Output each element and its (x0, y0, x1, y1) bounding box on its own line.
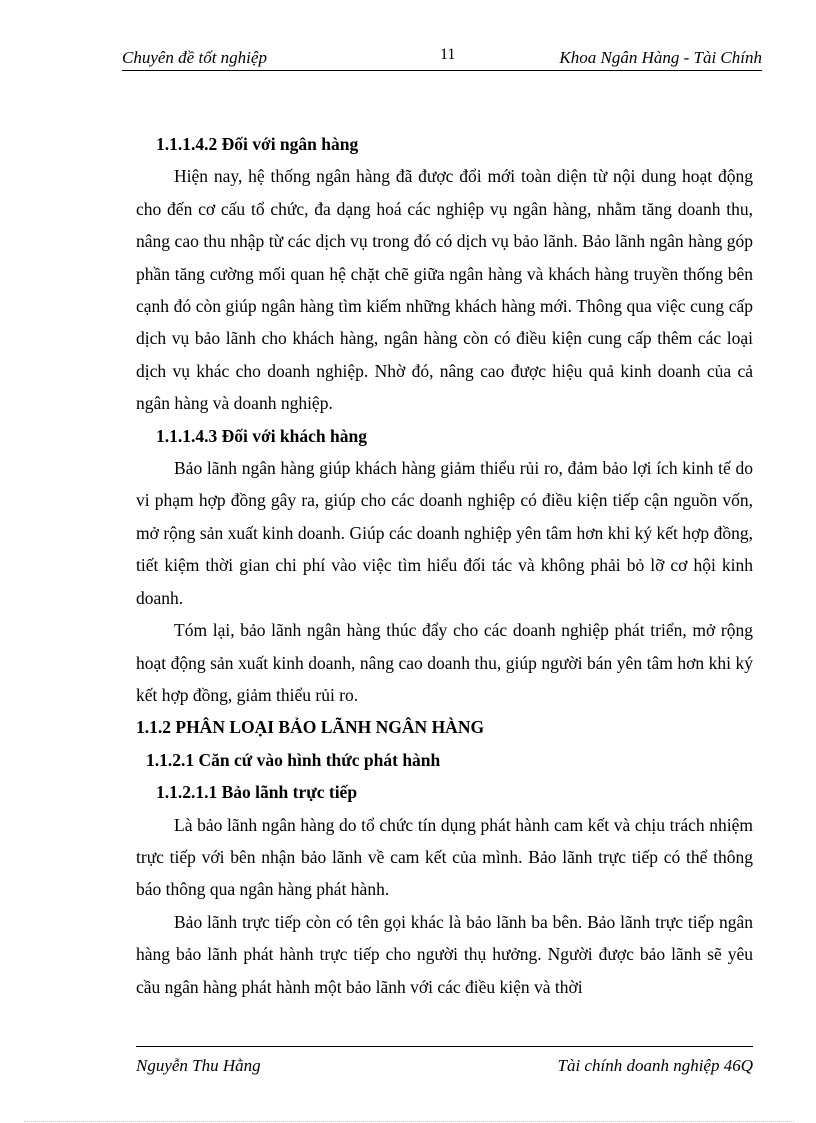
paragraph-direct-guarantee-details: Bảo lãnh trực tiếp còn có tên gọi khác là bảo lãnh ba bên. Bảo lãnh trực tiếp ngân hàng bảo lãnh phát hành trực tiếp cho người thụ hưởng. Người được bảo lãnh sẽ yêu cầu ngân hàng phát hành một bảo lãnh với các điều kiện và thời (136, 911, 753, 997)
header-doc-title: Chuyên đề tốt nghiệp (122, 48, 267, 67)
heading-1-1-1-4-3: 1.1.1.4.3 Đối với khách hàng (156, 425, 367, 446)
heading-1-1-2-1-1: 1.1.2.1.1 Bảo lãnh trực tiếp (156, 782, 358, 803)
heading-1-1-2-1: 1.1.2.1 Căn cứ vào hình thức phát hành (146, 749, 441, 770)
page-footer (136, 1046, 753, 1083)
page-header (122, 46, 762, 71)
heading-1-1-2: 1.1.2 PHÂN LOẠI BẢO LÃNH NGÂN HÀNG (136, 717, 485, 738)
page-number: 11 (440, 46, 456, 63)
paragraph-customer-benefits: Bảo lãnh ngân hàng giúp khách hàng giảm thiểu rủi ro, đảm bảo lợi ích kinh tế do vi phạm hợp đồng gây ra, giúp cho các doanh nghiệp có điều kiện tiếp cận nguồn vốn, mở rộng sản xuất kinh doanh. Giúp các doanh nghiệp yên tâm hơn khi ký kết hợp đồng, tiết kiệm thời gian chi phí vào việc tìm hiểu đối tác và không phải bỏ lỡ cơ hội kinh doanh. (136, 458, 753, 608)
document-body (136, 128, 753, 1003)
header-faculty: Khoa Ngân Hàng - Tài Chính (559, 48, 762, 67)
paragraph-summary: Tóm lại, bảo lãnh ngân hàng thúc đẩy cho các doanh nghiệp phát triển, mở rộng hoạt động sản xuất kinh doanh, nâng cao doanh thu, giúp người bán yên tâm hơn khi ký kết hợp đồng, giảm thiểu rủi ro. (136, 620, 753, 705)
footer-author: Nguyễn Thu Hằng (136, 1056, 261, 1075)
page-edge-divider (24, 1121, 794, 1122)
footer-class: Tài chính doanh nghiệp 46Q (557, 1056, 753, 1075)
heading-1-1-1-4-2: 1.1.1.4.2 Đối với ngân hàng (156, 134, 359, 154)
paragraph-bank-benefits: Hiện nay, hệ thống ngân hàng đã được đổi mới toàn diện từ nội dung hoạt động cho đến cơ cấu tổ chức, đa dạng hoá các nghiệp vụ ngân hàng, nhằm tăng doanh thu, nâng cao thu nhập từ các dịch vụ trong đó có dịch vụ bảo lãnh. Bảo lãnh ngân hàng góp phần tăng cường mối quan hệ chặt chẽ giữa ngân hàng và khách hàng truyền thống bên cạnh đó còn giúp ngân hàng tìm kiếm những khách hàng mới. Thông qua việc cung cấp dịch vụ bảo lãnh cho khách hàng, ngân hàng còn có điều kiện cung cấp thêm các loại dịch vụ khác cho doanh nghiệp. Nhờ đó, nâng cao được hiệu quả kinh doanh của cả ngân hàng và doanh nghiệp. (136, 166, 753, 414)
paragraph-direct-guarantee-definition: Là bảo lãnh ngân hàng do tổ chức tín dụng phát hành cam kết và chịu trách nhiệm trực tiếp với bên nhận bảo lãnh về cam kết của mình. Bảo lãnh trực tiếp có thể thông báo thông qua ngân hàng phát hành. (136, 814, 753, 900)
